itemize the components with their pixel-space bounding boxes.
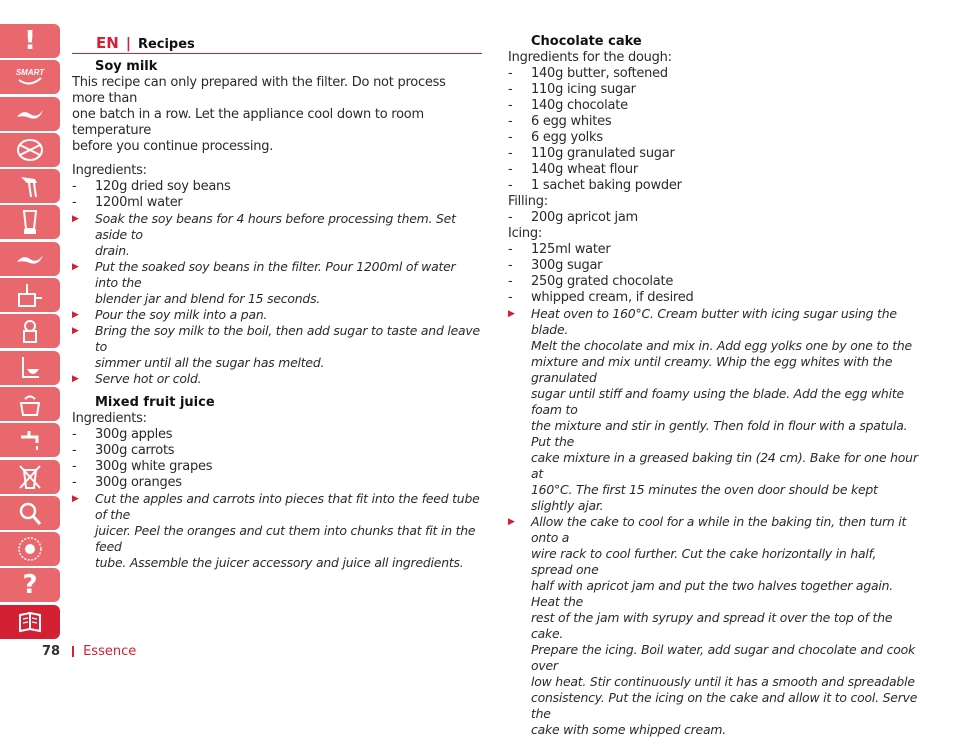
ingredient-item: - 110g granulated sugar [508,146,675,161]
step-item: ▶ Allow the cake to cool for a while in the baking tin, then turn it onto a wire rack to cool further. Cut the cake horizontally in half, spread one half with apricot jam and put the two halves together again. Heat the rest of the jam with syrupy and spread it over the top of the cake. Prepare the icing. Boil water, add sugar and chocolate and cook over low heat. Stir continuously until it has a smooth and spreadable consistency. Put the icing on the cake and allow it to cool. Serve the cake with some whipped cream. [508,514,918,737]
guarantee-seal-icon [15,536,45,562]
header-separator: | [125,36,131,52]
wave-icon [15,101,45,127]
right-column [508,34,920,738]
tab-mixer[interactable] [0,169,60,203]
cooking-pot-icon [15,391,45,417]
question-icon: ? [22,570,38,601]
ingredient-item: - whipped cream, if desired [508,290,694,305]
svg-text:SMART: SMART [15,68,45,78]
intro-line: one batch in a row. Let the appliance cool down to room temperature [72,107,424,138]
whisk-icon [15,137,45,163]
food-processor-icon [15,282,45,308]
bin-icon [15,464,45,490]
tab-safety[interactable] [0,24,60,58]
smart-control-icon [15,64,45,90]
recipe-title-mixed-fruit-juice: Mixed fruit juice [95,395,215,410]
ingredient-item: - 200g apricot jam [508,210,638,225]
recipe-title-chocolate-cake: Chocolate cake [531,34,642,49]
tab-disposal[interactable] [0,460,60,494]
tab-cleaning[interactable] [0,423,60,457]
tab-cooking[interactable] [0,387,60,421]
section-header [72,34,482,54]
tab-food-processor[interactable] [0,278,60,312]
tab-blending-2[interactable] [0,242,60,276]
icing-label: Icing: [508,226,542,241]
tap-icon [15,427,45,453]
recipe-title-soy-milk: Soy milk [95,59,158,74]
tab-recipes[interactable] [0,605,60,639]
page-footer [42,644,136,659]
dough-label: Ingredients for the dough: [508,50,672,65]
exclamation-icon: ! [24,26,36,56]
ingredient-item: - 110g icing sugar [508,82,636,97]
chapter-sidebar [0,24,60,641]
intro-line: This recipe can only prepared with the filter. Do not process more than [72,75,446,106]
left-column [72,34,482,571]
section-title: Recipes [137,37,195,52]
ingredient-item: - 140g chocolate [508,98,628,113]
language-code: EN [96,34,119,52]
filling-label: Filling: [508,194,548,209]
step-item: ▶ Serve hot or cold. [72,371,202,386]
intro-line: before you continue processing. [72,139,274,154]
tab-troubleshooting[interactable] [0,496,60,530]
tab-blender[interactable] [0,205,60,239]
tab-smart-control[interactable] [0,60,60,94]
ingredient-item: - 250g grated chocolate [508,274,674,289]
ingredients-label: Ingredients: [72,411,147,426]
ingredient-item: - 125ml water [508,242,611,257]
ingredient-item: - 300g apples [72,427,173,442]
tab-blending[interactable] [0,97,60,131]
step-item: ▶ Cut the apples and carrots into pieces that fit into the feed tube of the juicer. Peel the oranges and cut them into chunks that fit in the feed tube. Assemble the juicer accessory and juice all ingredients. [72,491,480,570]
tab-juicer[interactable] [0,314,60,348]
ingredient-item: - 6 egg yolks [508,130,603,145]
recipe-book-icon [15,609,45,635]
tab-faq[interactable] [0,568,60,602]
tab-whisk[interactable] [0,133,60,167]
footer-separator [72,646,74,657]
page-number: 78 [42,644,61,659]
ingredient-item: - 300g white grapes [72,459,213,474]
tab-mixer-bowl[interactable] [0,351,60,385]
tab-guarantee[interactable] [0,532,60,566]
step-item: ▶ Soak the soy beans for 4 hours before processing them. Set aside to drain. [72,211,456,258]
step-item: ▶ Put the soaked soy beans in the filter. Pour 1200ml of water into the blender jar and blend for 15 seconds. [72,259,456,306]
ingredient-item: - 300g carrots [72,443,175,458]
mixer-bowl-icon [15,355,45,381]
wave-icon [15,246,45,272]
juicer-icon [15,318,45,344]
magnifier-icon [15,500,45,526]
ingredient-item: - 300g oranges [72,475,182,490]
ingredient-item: - 120g dried soy beans [72,179,231,194]
step-item: ▶ Heat oven to 160°C. Cream butter with icing sugar using the blade. Melt the chocolate and mix in. Add egg yolks one by one to the mixture and mix until creamy. Whip the egg whites with the granulated sugar until stiff and foamy using the blade. Add the egg white foam to the mixture and stir in gently. Then fold in flour with a spatula. Put the cake mixture in a greased baking tin (24 cm). Bake for one hour at 160°C. The first 15 minutes the oven door should be kept slightly ajar. [508,306,918,513]
ingredients-label: Ingredients: [72,163,147,178]
ingredient-item: - 1200ml water [72,195,183,210]
product-name: Essence [83,644,137,659]
step-item: ▶ Pour the soy milk into a pan. [72,307,268,322]
blender-icon [15,209,45,235]
ingredient-item: - 300g sugar [508,258,603,273]
ingredient-item: - 140g wheat flour [508,162,638,177]
ingredient-item: - 6 egg whites [508,114,612,129]
ingredient-item: - 140g butter, softened [508,66,668,81]
ingredient-item: - 1 sachet baking powder [508,178,682,193]
step-item: ▶ Bring the soy milk to the boil, then add sugar to taste and leave to simmer until all the sugar has melted. [72,323,480,370]
mixer-icon [15,173,45,199]
